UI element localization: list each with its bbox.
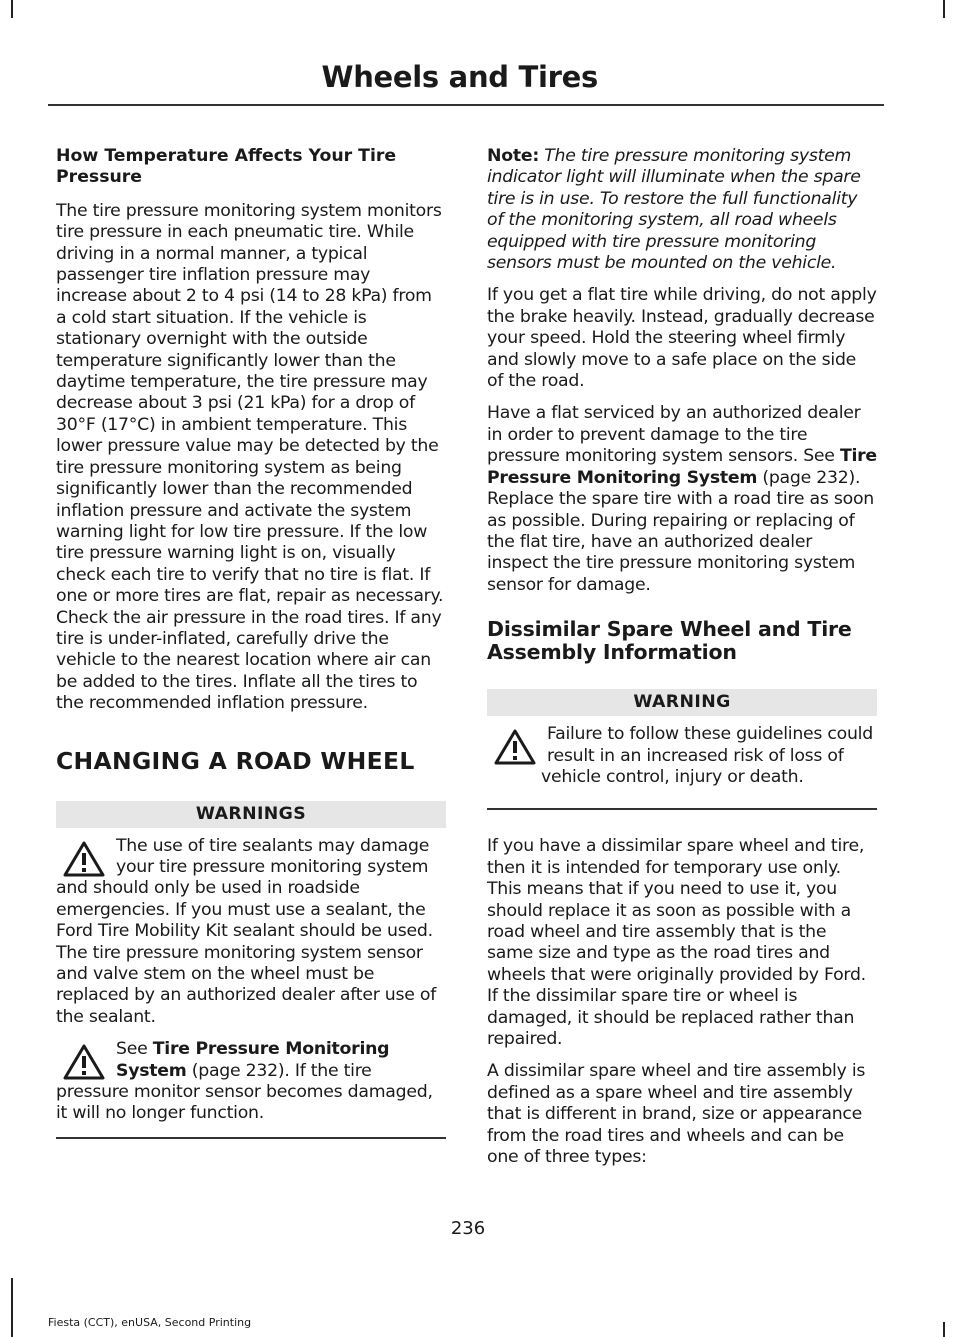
- crop-mark-bottom-left: [11, 1278, 13, 1337]
- printing-info: Fiesta (CCT), enUSA, Second Printing: [48, 1316, 252, 1329]
- warning-item-sensor: [56, 1039, 446, 1137]
- note-label: Note:: [487, 146, 539, 166]
- crop-mark-top-right: [943, 0, 945, 18]
- warning2-post: (page 232). If the tire pressure monitor sensor becomes damaged, it will no longer function.: [56, 1060, 433, 1124]
- warning-triangle-icon: [62, 1043, 106, 1081]
- tpms-reference-link[interactable]: Tire Pressure Monitoring System: [116, 1039, 390, 1081]
- warnings-header: WARNINGS: [56, 801, 446, 828]
- crop-mark-top-left: [11, 0, 13, 18]
- left-column: [56, 146, 446, 1139]
- section-title: CHANGING A ROAD WHEEL: [56, 746, 415, 775]
- note-text: The tire pressure monitoring system indicator light will illuminate when the spare tire is in use. To restore the full functionality of the monitoring system, all road wheels equipped with tire pressure monitoring sensors must be mounted on the vehicle.: [487, 146, 861, 274]
- tpms-reference-link[interactable]: Tire Pressure Monitoring System: [487, 446, 877, 488]
- warning-text-sensor: [56, 1039, 446, 1125]
- warning-item-guidelines: [487, 724, 877, 808]
- warning-item-sealant: [56, 836, 446, 1029]
- temporary-use-paragraph: If you have a dissimilar spare wheel and tire, then it is intended for temporary use only. This means that if you need to use it, you should replace it as soon as possible with a road wheel and tire assembly that is the same size and type as the road tires and wheels that were originally provided by Ford. If the dissimilar spare tire or wheel is damaged, it should be replaced rather than repaired.: [487, 836, 866, 1049]
- page-title: Wheels and Tires: [321, 60, 598, 94]
- temperature-paragraph: The tire pressure monitoring system monitors tire pressure in each pneumatic tire. While driving in a normal manner, a typical passenger tire inflation pressure may increase about 2 to 4 psi (14 to 28 kPa) from a cold start situation. If the vehicle is stationary overnight with the outside temperature significantly lower than the daytime temperature, the tire pressure may decrease about 3 psi (21 kPa) for a drop of 30°F (17°C) in ambient temperature. This lower pressure value may be detected by the tire pressure monitoring system as being significantly lower than the recommended inflation pressure and activate the system warning light for low tire pressure. If the low tire pressure warning light is on, visually check each tire to verify that no tire is flat. If one or more tires are flat, repair as necessary. Check the air pressure in the road tires. If any tire is under-inflated, carefully drive the vehicle to the nearest location where air can be added to the tires. Inflate all the tires to the recommended inflation pressure.: [56, 200, 444, 714]
- page-number: 236: [450, 1218, 486, 1239]
- warning-triangle-icon: [62, 840, 106, 878]
- right-column: [487, 146, 877, 1179]
- temperature-subheading: How Temperature Affects Your Tire Pressure: [56, 146, 397, 188]
- warning2-pre: See: [116, 1039, 153, 1060]
- warning-triangle-icon: [493, 728, 537, 766]
- flat-tire-paragraph: If you get a flat tire while driving, do not apply the brake heavily. Instead, gradually decrease your speed. Hold the steering wheel firmly and slowly move to a safe place on the side of the road.: [487, 285, 877, 392]
- header-divider: [48, 104, 884, 106]
- service-paragraph: [487, 403, 877, 596]
- warning-header: WARNING: [487, 689, 877, 716]
- para2-post: (page 232). Replace the spare tire with a road tire as soon as possible. During repairing or replacing of the flat tire, have an authorized dealer inspect the tire pressure monitoring system sensor for damage.: [487, 467, 875, 595]
- para2-pre: Have a flat serviced by an authorized dealer in order to prevent damage to the tire pressure monitoring system sensors. See: [487, 403, 861, 467]
- warning-text-sealant: The use of tire sealants may damage your tire pressure monitoring system and should only be used in roadside emergencies. If you must use a sealant, the Ford Tire Mobility Kit sealant should be used. The tire pressure monitoring system sensor and valve stem on the wheel must be replaced by an authorized dealer after use of the sealant.: [56, 835, 437, 1027]
- warning-box: [487, 689, 877, 810]
- warnings-box: [56, 801, 446, 1139]
- definition-paragraph: A dissimilar spare wheel and tire assembly is defined as a spare wheel and tire assembly that is different in brand, size or appearance from the road tires and wheels and can be one of three types:: [487, 1061, 866, 1168]
- note-paragraph: [487, 146, 877, 274]
- dissimilar-spare-subheading: Dissimilar Spare Wheel and Tire Assembly Information: [487, 617, 852, 665]
- crop-mark-bottom-right: [943, 1322, 945, 1337]
- warning-text-guidelines: Failure to follow these guidelines could result in an increased risk of loss of vehicle control, injury or death.: [541, 724, 873, 787]
